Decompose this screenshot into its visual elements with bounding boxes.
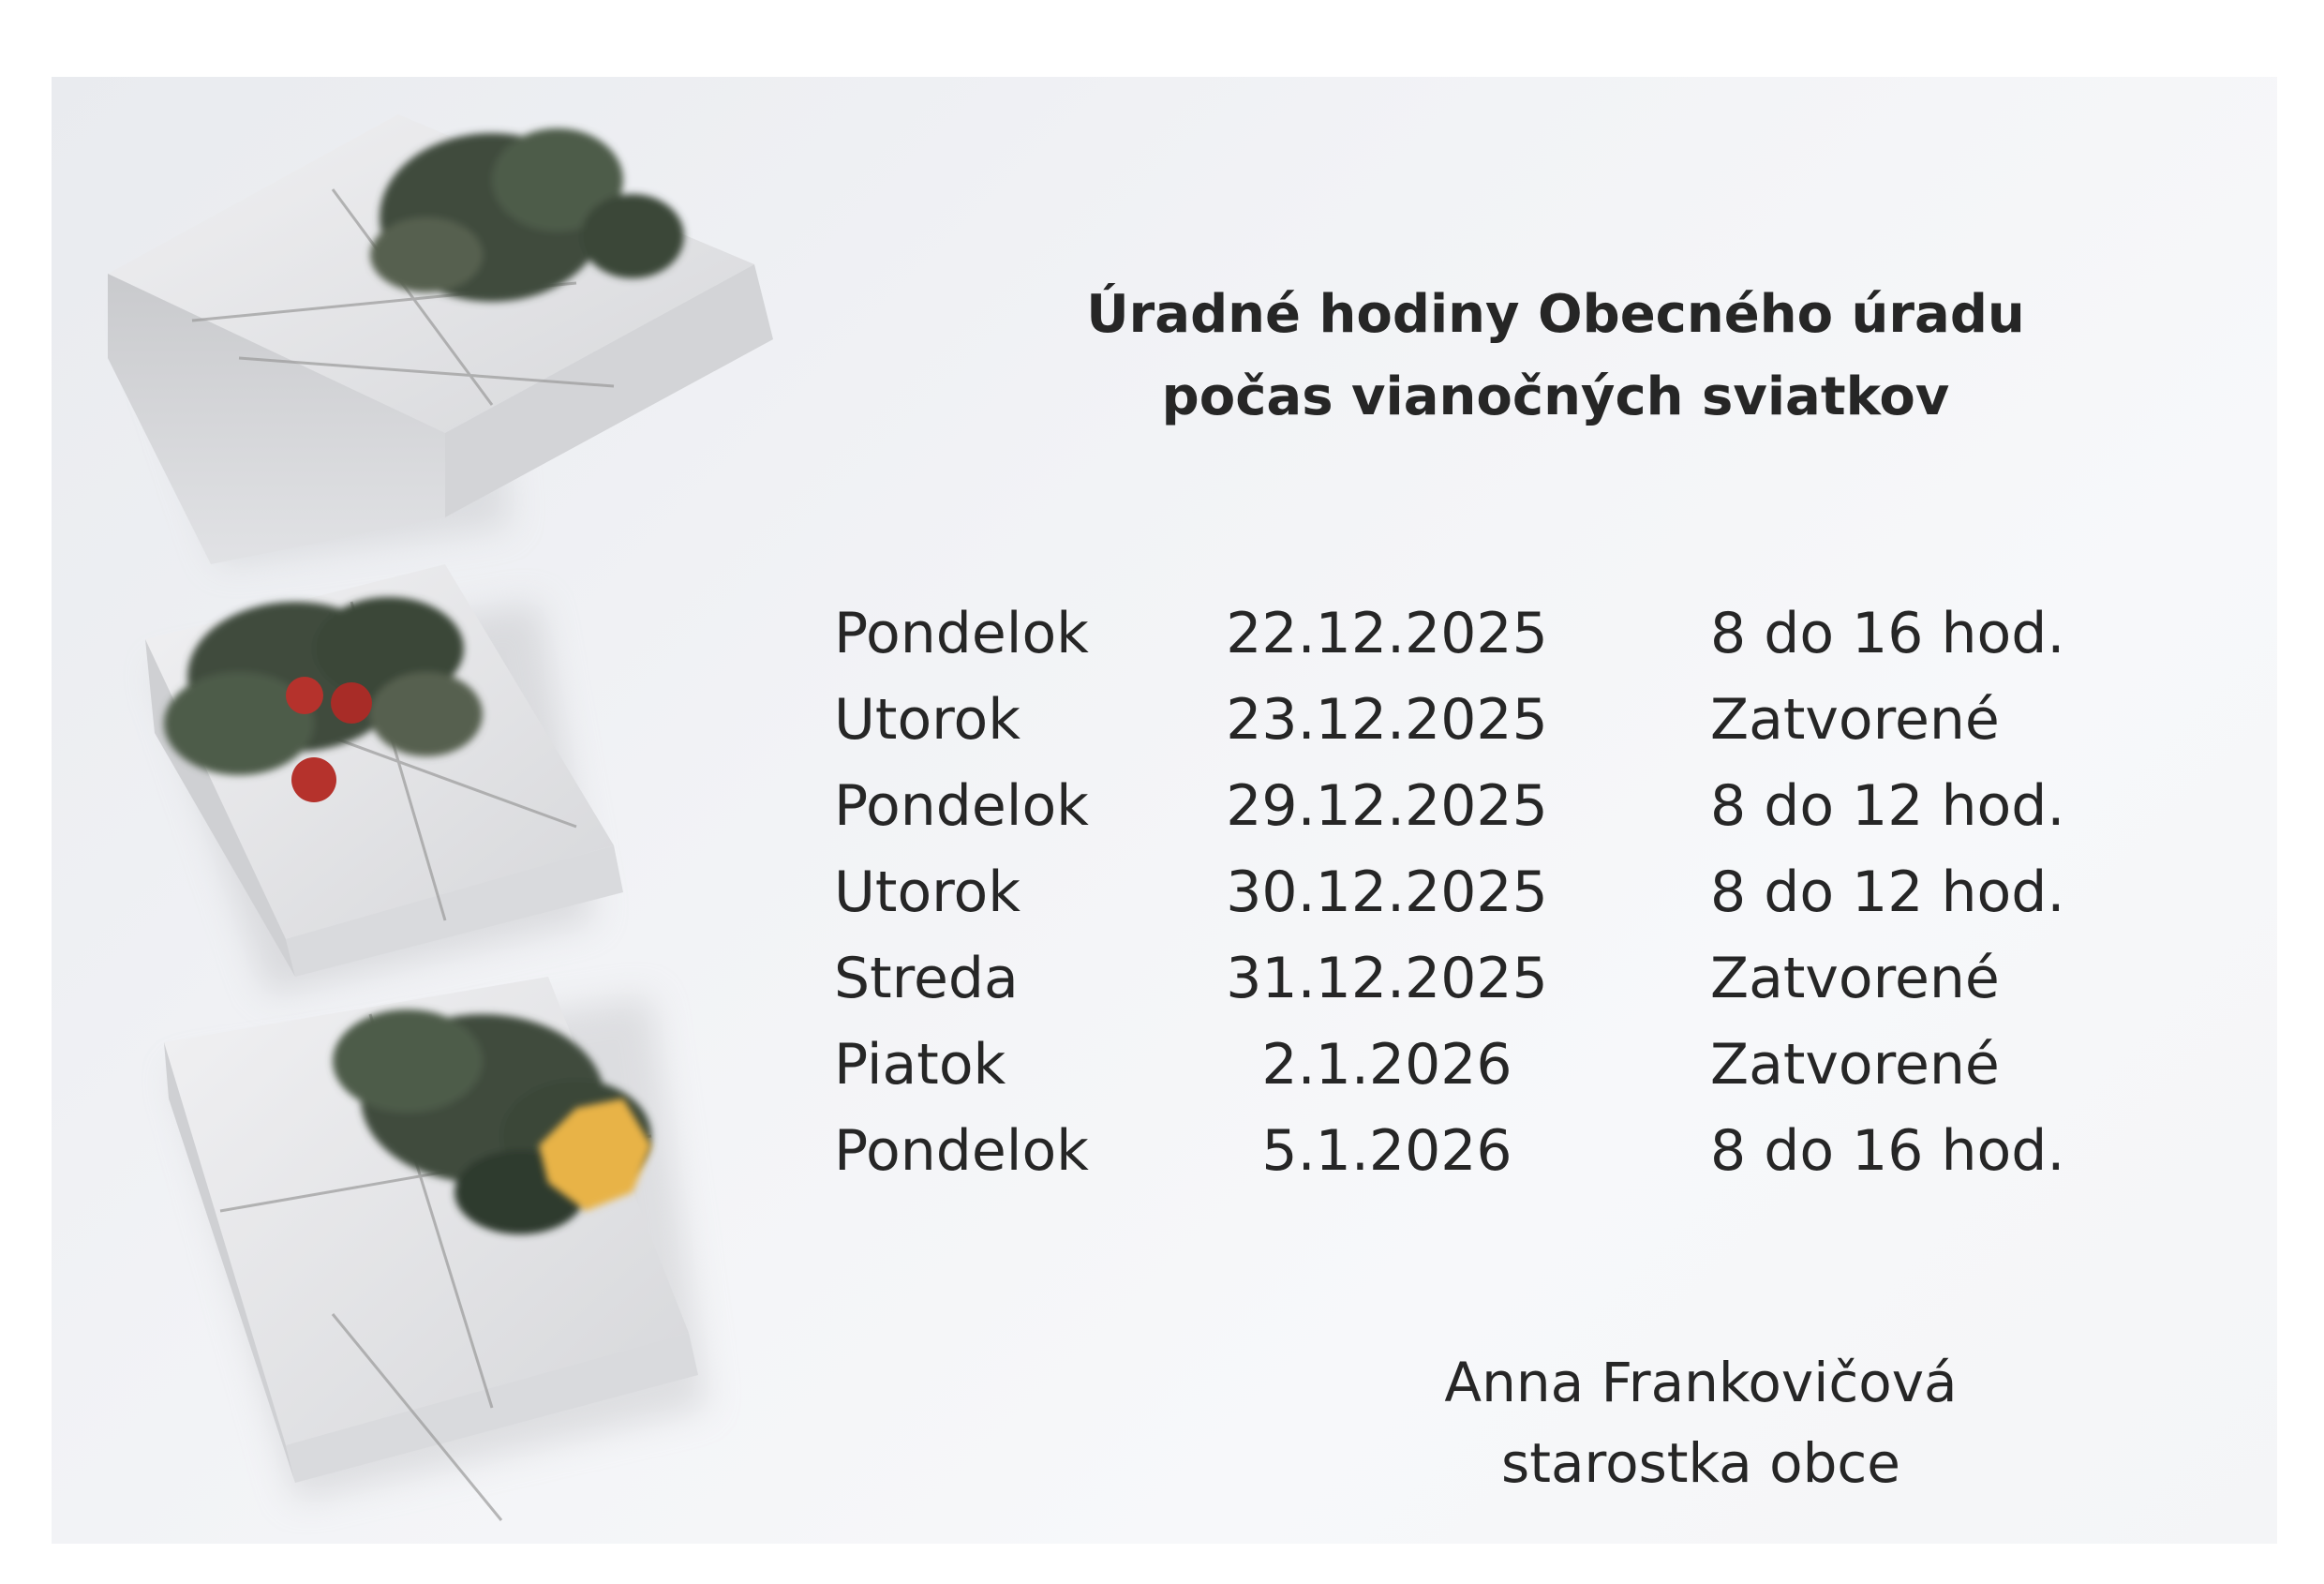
day-cell: Utorok — [834, 687, 1020, 753]
date-cell: 5.1.2026 — [1261, 1118, 1512, 1184]
hours-cell: Zatvorené — [1710, 1032, 2000, 1098]
day-cell: Utorok — [834, 859, 1020, 925]
day-cell: Piatok — [834, 1032, 1006, 1098]
date-cell: 22.12.2025 — [1226, 601, 1548, 666]
date-cell: 23.12.2025 — [1226, 687, 1548, 753]
hours-cell: Zatvorené — [1710, 946, 2000, 1011]
day-cell: Pondelok — [834, 1118, 1089, 1184]
hours-cell: 8 do 16 hod. — [1710, 1118, 2065, 1184]
signatory-name: Anna Frankovičová — [1444, 1351, 1958, 1414]
hours-cell: 8 do 12 hod. — [1710, 859, 2065, 925]
gift-box-bottom — [164, 977, 708, 1520]
day-cell: Pondelok — [834, 773, 1089, 839]
date-cell: 29.12.2025 — [1226, 773, 1548, 839]
date-cell: 2.1.2026 — [1261, 1032, 1512, 1098]
title-line-2: počas vianočných sviatkov — [1161, 366, 1950, 427]
signature-block — [1373, 1342, 2029, 1503]
hours-cell: 8 do 12 hod. — [1710, 773, 2065, 839]
notice-title — [1021, 274, 2090, 439]
gift-box-top — [108, 114, 773, 564]
day-cell: Pondelok — [834, 601, 1089, 666]
hours-cell: Zatvorené — [1710, 687, 2000, 753]
notice-card — [52, 77, 2277, 1544]
day-cell: Streda — [834, 946, 1019, 1011]
date-cell: 30.12.2025 — [1226, 859, 1548, 925]
title-line-1: Úradné hodiny Obecného úradu — [1086, 284, 2025, 345]
signatory-role: starostka obce — [1501, 1431, 1900, 1495]
gift-box-middle — [145, 564, 623, 995]
hours-cell: 8 do 16 hod. — [1710, 601, 2065, 666]
date-cell: 31.12.2025 — [1226, 946, 1548, 1011]
gift-boxes-illustration — [52, 77, 895, 1544]
